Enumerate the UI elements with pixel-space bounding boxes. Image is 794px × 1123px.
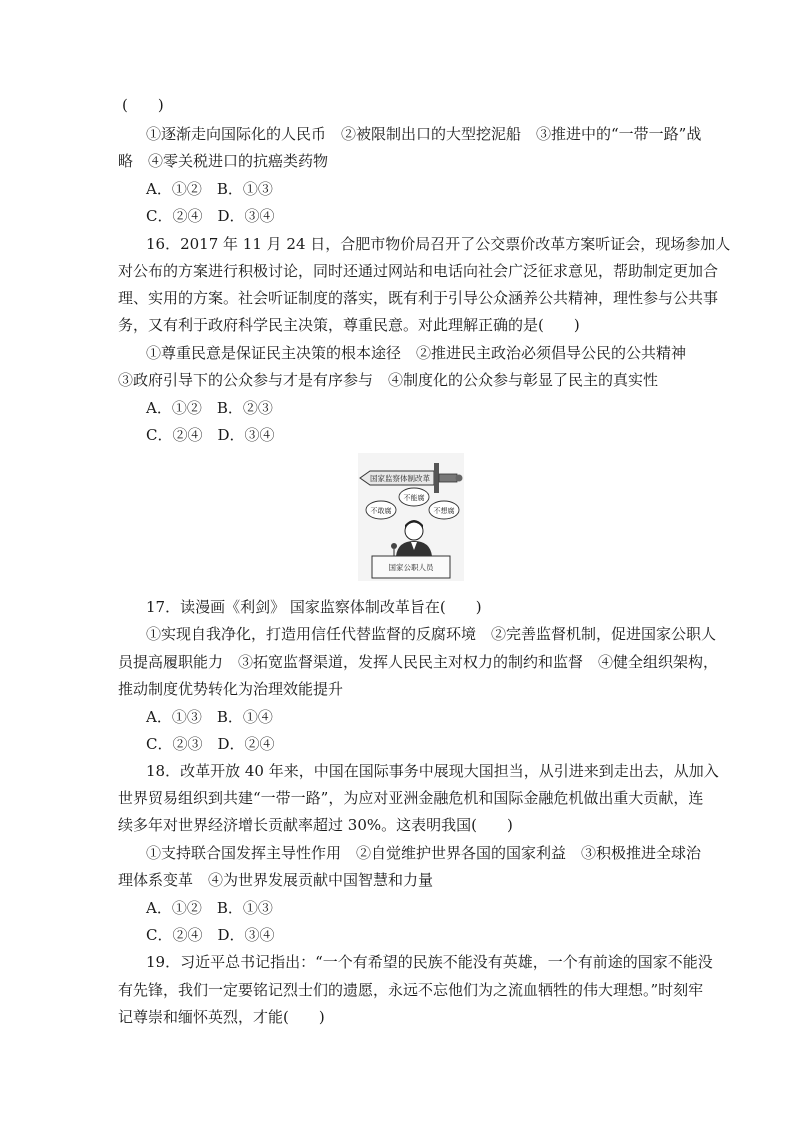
q18-stem-line-3: 续多年对世界经济增长贡献率超过 30%。这表明我国( ) [118, 816, 513, 834]
q17-options-line-2: 员提高履职能力 ③拓宽监督渠道，发挥人民民主对权力的制约和监督 ④健全组织架构， [118, 653, 719, 671]
q15-choices-cd: C．②④ D．③④ [146, 207, 275, 225]
q19-stem-line-1: 19．习近平总书记指出：“一个有希望的民族不能没有英雄，一个有前途的国家不能没 [146, 953, 713, 971]
q19-stem-line-3: 记尊崇和缅怀英烈，才能( ) [118, 1008, 325, 1026]
q17-options-line-3: 推动制度优势转化为治理效能提升 [118, 680, 344, 698]
answer-blank-15: ( ) [122, 96, 164, 114]
q18-options-line-1: ①支持联合国发挥主导性作用 ②自觉维护世界各国的国家利益 ③积极推进全球治 [146, 844, 702, 862]
q16-choices-ab: A．①② B．②③ [146, 399, 273, 417]
q16-stem-line-2: 对公布的方案进行积极讨论，同时还通过网站和电话向社会广泛征求意见，帮助制定更加合 [118, 262, 719, 280]
q17-stem: 17．读漫画《利剑》 国家监察体制改革旨在( ) [146, 598, 482, 616]
q16-stem-line-3: 理、实用的方案。社会听证制度的落实，既有利于引导公众涵养公共精神，理性参与公共事 [118, 289, 719, 307]
bubble-left-label: 不敢腐 [370, 507, 392, 515]
q16-options-line-1: ①尊重民意是保证民主决策的根本途径 ②推进民主政治必须倡导公民的公共精神 [146, 344, 687, 362]
q16-options-line-2: ③政府引导下的公众参与才是有序参与 ④制度化的公众参与彰显了民主的真实性 [118, 371, 659, 389]
q18-choices-cd: C．②④ D．③④ [146, 926, 275, 944]
q18-stem-line-1: 18．改革开放 40 年来，中国在国际事务中展现大国担当，从引进来到走出去，从加入 [146, 762, 719, 780]
sword-label: 国家监察体制改革 [370, 474, 430, 483]
q18-stem-line-2: 世界贸易组织到共建“一带一路”，为应对亚洲金融危机和国际金融危机做出重大贡献，连 [118, 789, 704, 807]
q17-choices-ab: A．①③ B．①④ [146, 708, 273, 726]
q18-options-line-2: 理体系变革 ④为世界发展贡献中国智慧和力量 [118, 871, 434, 889]
q19-stem-line-2: 有先锋，我们一定要铭记烈士们的遗愿，永远不忘他们为之流血牺牲的伟大理想。”时刻牢 [118, 981, 704, 999]
bubble-right-label: 不想腐 [433, 507, 455, 515]
q16-stem-line-1: 16．2017 年 11 月 24 日，合肥市物价局召开了公交票价改革方案听证会，现场参加人 [146, 235, 731, 253]
q15-choices-ab: A．①② B．①③ [146, 180, 273, 198]
q15-options-line-2: 略 ④零关税进口的抗癌类药物 [118, 152, 329, 170]
q15-options-line-1: ①逐渐走向国际化的人民币 ②被限制出口的大型挖泥船 ③推进中的“一带一路”战 [146, 125, 702, 143]
q17-choices-cd: C．②③ D．②④ [146, 735, 275, 753]
q16-stem-line-4: 务，又有利于政府科学民主决策，尊重民意。对此理解正确的是( ) [118, 316, 580, 334]
bubble-top-label: 不能腐 [403, 494, 425, 502]
desk-label: 国家公职人员 [388, 563, 434, 572]
sword-cartoon-illustration [358, 453, 464, 581]
q17-options-line-1: ①实现自我净化，打造用信任代替监督的反腐环境 ②完善监督机制，促进国家公职人 [146, 625, 717, 643]
q18-choices-ab: A．①② B．①③ [146, 899, 273, 917]
q16-choices-cd: C．②④ D．③④ [146, 426, 275, 444]
